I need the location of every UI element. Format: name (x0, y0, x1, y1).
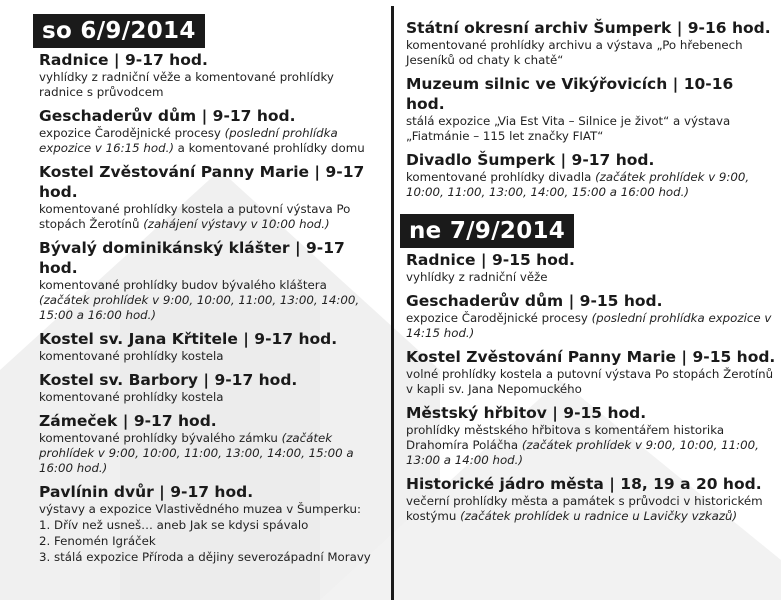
event-description: komentované prohlídky kostela (39, 390, 224, 404)
event-title: Muzeum silnic ve Vikýřovicích | 10-16 hod. (406, 75, 734, 113)
event-item (39, 50, 379, 100)
list-item: 3. stálá expozice Příroda a dějiny severozápadní Moravy (39, 550, 371, 564)
event-item (39, 329, 379, 364)
list-item: 1. Dřív než usneš… aneb Jak se kdysi spávalo (39, 518, 309, 532)
event-item (39, 238, 379, 323)
event-item (406, 403, 776, 468)
event-title: Geschaderův dům | 9-17 hod. (39, 107, 296, 125)
sunday-column (406, 18, 776, 530)
event-item (406, 250, 776, 285)
column-divider (391, 6, 394, 600)
event-description: expozice Čarodějnické procesy (poslední prohlídka expozice v 16:15 hod.) a komentované prohlídky domu (39, 126, 365, 155)
day-badge-sunday: ne 7/9/2014 (400, 214, 574, 248)
event-description: komentované prohlídky kostela (39, 349, 224, 363)
event-description: večerní prohlídky města a památek s průvodci v historickém kostýmu (začátek prohlídek u radnice u Lavičky vzkazů) (406, 494, 763, 523)
event-description: komentované prohlídky archivu a výstava „Po hřebenech Jeseníků od chaty k chatě“ (406, 38, 743, 67)
event-title: Kostel sv. Barbory | 9-17 hod. (39, 371, 298, 389)
event-description: prohlídky městského hřbitova s komentářem historika Drahomíra Poláčha (začátek prohlídek v 9:00, 10:00, 11:00, 13:00 a 14:00 hod.) (406, 423, 759, 467)
event-title: Radnice | 9-15 hod. (406, 251, 575, 269)
event-description: komentované prohlídky divadla (začátek prohlídek v 9:00, 10:00, 11:00, 13:00, 14:00, 15:00 a 16:00 hod.) (406, 170, 750, 199)
event-description: vyhlídky z radniční věže a komentované prohlídky radnice s průvodcem (39, 70, 334, 99)
event-description: komentované prohlídky budov bývalého kláštera (začátek prohlídek v 9:00, 10:00, 11:00, 13:00, 14:00, 15:00 a 16:00 hod.) (39, 278, 360, 322)
event-title: Státní okresní archiv Šumperk | 9-16 hod. (406, 19, 771, 37)
event-item (406, 291, 776, 341)
event-description: komentované prohlídky kostela a putovní výstava Po stopách Žerotínů (zahájení výstavy v 10:00 hod.) (39, 202, 351, 231)
event-title: Městský hřbitov | 9-15 hod. (406, 404, 647, 422)
event-title: Divadlo Šumperk | 9-17 hod. (406, 151, 655, 169)
event-title: Geschaderův dům | 9-15 hod. (406, 292, 663, 310)
event-description: stálá expozice „Via Est Vita – Silnice je život“ a výstava „Fiatmánie – 115 let značky FIAT“ (406, 114, 731, 143)
event-description: vyhlídky z radniční věže (406, 270, 548, 284)
exhibition-list (39, 517, 379, 565)
list-item: 2. Fenomén Igráček (39, 534, 156, 548)
event-item (406, 74, 776, 144)
event-item (406, 347, 776, 397)
event-title: Bývalý dominikánský klášter | 9-17 hod. (39, 239, 345, 277)
event-description: volné prohlídky kostela a putovní výstava Po stopách Žerotínů v kapli sv. Jana Nepomuckého (406, 367, 774, 396)
event-title: Historické jádro města | 18, 19 a 20 hod. (406, 475, 762, 493)
event-description: výstavy a expozice Vlastivědného muzea v Šumperku: (39, 502, 361, 516)
event-item (406, 474, 776, 524)
day-badge-saturday: so 6/9/2014 (33, 14, 205, 48)
event-item (406, 18, 776, 68)
event-description: komentované prohlídky bývalého zámku (začátek prohlídek v 9:00, 10:00, 11:00, 13:00, 14:00, 15:00 a 16:00 hod.) (39, 431, 354, 475)
event-item (39, 482, 379, 565)
event-item (39, 411, 379, 476)
event-title: Kostel Zvěstování Panny Marie | 9-15 hod. (406, 348, 776, 366)
event-title: Kostel sv. Jana Křtitele | 9-17 hod. (39, 330, 338, 348)
event-item (39, 162, 379, 232)
event-item (406, 150, 776, 200)
event-title: Zámeček | 9-17 hod. (39, 412, 217, 430)
event-description: expozice Čarodějnické procesy (poslední prohlídka expozice v 14:15 hod.) (406, 311, 772, 340)
saturday-column (39, 14, 379, 571)
event-item (39, 370, 379, 405)
event-item (39, 106, 379, 156)
event-title: Pavlínin dvůr | 9-17 hod. (39, 483, 254, 501)
event-title: Kostel Zvěstování Panny Marie | 9-17 hod. (39, 163, 365, 201)
event-title: Radnice | 9-17 hod. (39, 51, 208, 69)
